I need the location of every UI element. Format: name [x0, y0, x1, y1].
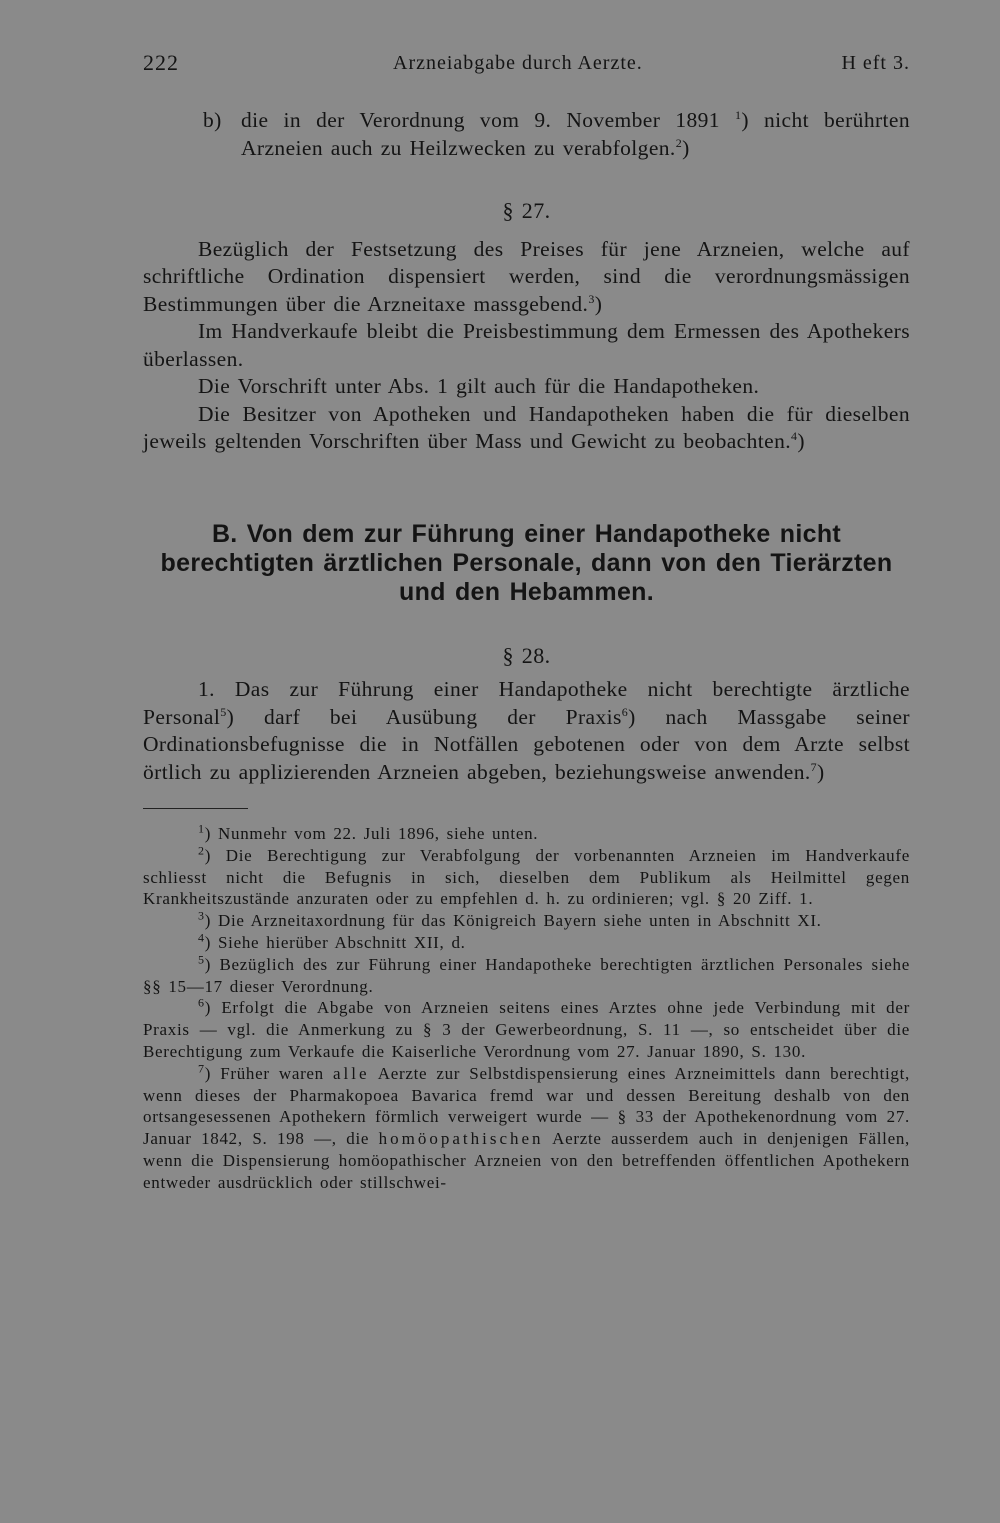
issue-label: H eft 3. [841, 52, 910, 74]
footnote: $^4$) Siehe hierüber Abschnitt XII, d. [198, 930, 466, 952]
footnote: $^2$) Die Berechtigung zur Verabfolgung der vorbenannten Arzneien im Handverkaufe schliesst nicht die Befugnis in sich, dieselben dem Publikum als Heilmittel gegen Krankheitszustände anzuraten oder zu empfehlen d. h. zu ordinieren; vgl. § 20 Ziff. 1. [143, 843, 910, 909]
paragraph: Im Handverkaufe bleibt die Preisbestimmung dem Ermessen des Apothekers überlassen. [143, 319, 910, 371]
footnote-ref: 6 [621, 704, 629, 719]
footnotes [143, 823, 910, 1194]
footnote-ref: 7 [810, 759, 818, 774]
list-item-label: b) [203, 108, 222, 132]
footnote: $^3$) Die Arzneitaxordnung für das Königreich Bayern siehe unten in Abschnitt XI. [198, 908, 822, 931]
paragraph: Die Besitzer von Apotheken und Handapotheken haben die für dieselben jeweils geltenden Vorschriften über Mass und Gewicht zu beobachten.$^4$) [143, 401, 910, 453]
footnote: $^1$) Nunmehr vom 22. Juli 1896, siehe unten. [198, 821, 539, 843]
section-heading-b: B. Von dem zur Führung einer Handapotheke nicht berechtigten ärztlichen Personale, dann von den Tierärzten und den Hebammen. [160, 519, 893, 606]
footnote-ref: 3 [588, 291, 595, 306]
paragraph: Bezüglich der Festsetzung des Preises für jene Arzneien, welche auf schriftliche Ordination dispensiert werden, sind die verordnungsmässigen Bestimmungen über die Arzneitaxe massgebend.$^3$) [143, 236, 910, 316]
list-item-text: die in der Verordnung vom 9. November 1891 $^1$) nicht berührten Arzneien auch zu Heilzwecken zu verabfolgen.$^2$) [241, 107, 910, 160]
paragraph: 1. Das zur Führung einer Handapotheke nicht berechtigte ärztliche Personal$^5$) darf bei Ausübung der Praxis$^6$) nach Massgabe seiner Ordinationsbefugnisse die in Notfällen gebotenen oder von dem Arzte selbst örtlich zu applizierenden Arzneien abgeben, beziehungsweise anwenden.$^7$) [143, 677, 910, 784]
footnote-ref: 1 [734, 107, 742, 122]
running-head [143, 46, 910, 80]
paragraph: Die Vorschrift unter Abs. 1 gilt auch für die Handapotheken. [198, 374, 760, 398]
footnote-ref: 2 [675, 135, 683, 150]
footnote: $^5$) Bezüglich des zur Führung einer Handapotheke berechtigten ärztlichen Personales siehe §§ 15—17 dieser Verordnung. [143, 952, 910, 996]
footnote: $^6$) Erfolgt die Abgabe von Arzneien seitens eines Arztes ohne jede Verbindung mit der Praxis — vgl. die Anmerkung zu § 3 der Gewerbeordnung, S. 11 —, so entscheidet über die Berechtigung zum Verkaufe die Kaiserliche Verordnung vom 27. Januar 1890, S. 130. [143, 995, 910, 1061]
footnote: $^7$) Früher waren alle Aerzte zur Selbstdispensierung eines Arzneimittels dann berechtigt, wenn dieses der Pharmakopoea Bavarica fremd war und dessen Bereitung deshalb von den ortsangesessenen Apothekern förmlich verweigert wurde — § 33 der Apothekenordnung vom 27. Januar 1842, S. 198 —, die homöopathischen Aerzte ausserdem auch in denjenigen Fällen, wenn die Dispensierung homöopathischer Arzneien von den betreffenden öffentlichen Apothekern entweder ausdrücklich oder stillschwei- [143, 1061, 910, 1192]
footnote-divider [143, 808, 248, 809]
running-title: Arzneiabgabe durch Aerzte. [393, 52, 643, 74]
footnote-ref: 4 [791, 428, 798, 443]
section-heading-28: § 28. [502, 642, 551, 668]
section-heading-27: § 27. [502, 198, 551, 223]
page-number: 222 [143, 50, 179, 75]
book-page [143, 46, 910, 1194]
footnote-ref: 5 [220, 704, 227, 719]
list-item-b [143, 107, 910, 162]
